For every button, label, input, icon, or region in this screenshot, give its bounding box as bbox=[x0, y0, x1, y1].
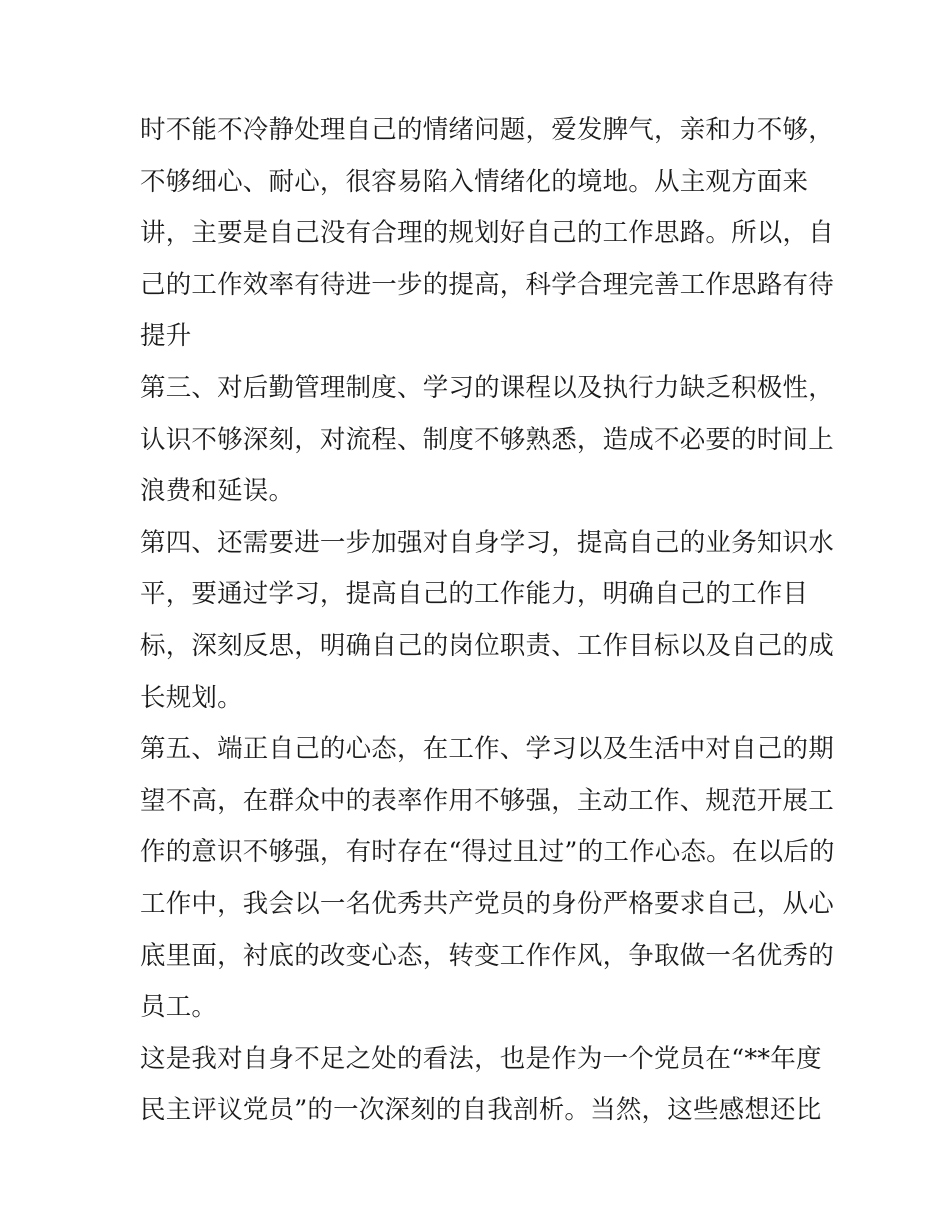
text-line: 这是我对自身不足之处的看法，也是作为一个党员在“**年度 bbox=[140, 1043, 822, 1074]
text-line: 标，深刻反思，明确自己的岗位职责、工作目标以及自己的成 bbox=[140, 630, 834, 661]
text-line: 认识不够深刻，对流程、制度不够熟悉，造成不必要的时间上 bbox=[140, 424, 834, 455]
text-line: 提升 bbox=[140, 321, 192, 352]
text-line: 不够细心、耐心，很容易陷入情绪化的境地。从主观方面来 bbox=[140, 166, 809, 197]
text-line: 员工。 bbox=[140, 992, 218, 1023]
text-line: 己的工作效率有待进一步的提高，科学合理完善工作思路有待 bbox=[140, 269, 834, 300]
text-line: 望不高，在群众中的表率作用不够强，主动工作、规范开展工 bbox=[140, 785, 834, 816]
text-line: 底里面，衬底的改变心态，转变工作作风，争取做一名优秀的 bbox=[140, 940, 834, 971]
text-line: 作的意识不够强，有时存在“得过且过”的工作心态。在以后的 bbox=[140, 837, 835, 868]
text-line: 长规划。 bbox=[140, 682, 243, 713]
text-line: 第三、对后勤管理制度、学习的课程以及执行力缺乏积极性， bbox=[140, 372, 834, 403]
document-body bbox=[140, 105, 835, 1137]
text-line: 平，要通过学习，提高自己的工作能力，明确自己的工作目 bbox=[140, 579, 809, 610]
text-line: 时不能不冷静处理自己的情绪问题，爱发脾气，亲和力不够， bbox=[140, 115, 834, 145]
text-line: 第五、端正自己的心态，在工作、学习以及生活中对自己的期 bbox=[140, 734, 834, 765]
text-line: 第四、还需要进一步加强对自身学习，提高自己的业务知识水 bbox=[140, 527, 834, 558]
text-line: 浪费和延误。 bbox=[140, 476, 295, 507]
text-line: 讲，主要是自己没有合理的规划好自己的工作思路。所以，自 bbox=[140, 218, 834, 249]
text-line: 民主评议党员”的一次深刻的自我剖析。当然，这些感想还比 bbox=[140, 1095, 822, 1126]
text-line: 工作中，我会以一名优秀共产党员的身份严格要求自己，从心 bbox=[140, 888, 834, 919]
